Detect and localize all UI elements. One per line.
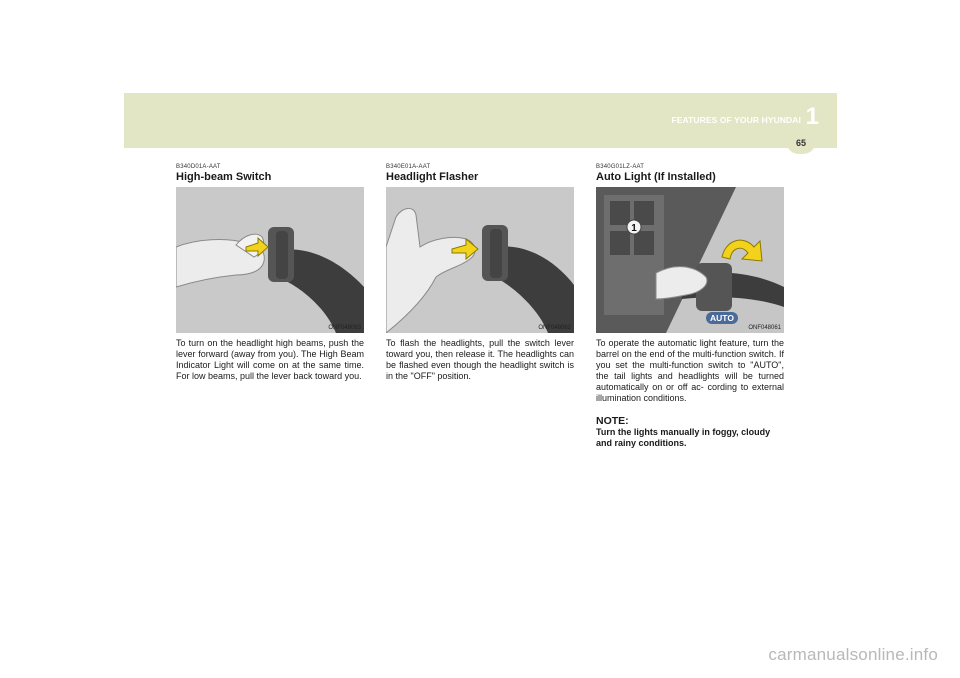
section-auto-light [596,164,784,449]
header-band [124,93,837,148]
auto-label: AUTO [710,313,734,323]
figure-code: ONF048062 [538,325,571,331]
watermark: carmanualsonline.info [768,645,938,664]
section-title: High-beam Switch [176,171,272,183]
figure-auto-light [596,187,784,333]
page-number-tab [786,131,816,154]
section-title: Headlight Flasher [386,171,479,183]
figure-code: ONF048061 [748,325,781,331]
callout-number: 1 [631,223,637,234]
section-text: To operate the automatic light feature, turn the barrel on the end of the multi-function switch. If you set the multi-function switch to "AUTO", the tail lights and headlights will be turned automatically on or off ac- cording to external illumination conditions. [596,338,784,403]
section-headlight-flasher [386,164,574,382]
section-high-beam [176,164,364,382]
figure-headlight-flasher [386,187,574,333]
section-text: To flash the headlights, pull the switch lever toward you, then release it. The headlights can be flashed even though the headlight switch is in the "OFF" position. [386,338,574,381]
note-title: NOTE: [596,415,629,427]
high-beam-illustration [176,187,364,333]
headlight-flasher-illustration [386,187,574,333]
figure-code: ONF048063 [328,325,361,331]
figure-high-beam [176,187,364,333]
section-code: B340D01A-AAT [176,164,221,170]
section-code: B340G01LZ-AAT [596,164,645,170]
chapter-title: FEATURES OF YOUR HYUNDAI [671,115,801,125]
auto-light-illustration [596,187,784,333]
section-text: To turn on the headlight high beams, push the lever forward (away from you). The High Beam Indicator Light will come on at the same time. For low beams, pull the lever back toward you. [176,338,364,381]
page-number: 65 [795,138,806,148]
section-code: B340E01A-AAT [386,164,431,170]
chapter-number: 1 [805,103,819,130]
section-title: Auto Light (If Installed) [596,171,716,183]
note-text: Turn the lights manually in foggy, cloudy and rainy conditions. [596,427,771,448]
